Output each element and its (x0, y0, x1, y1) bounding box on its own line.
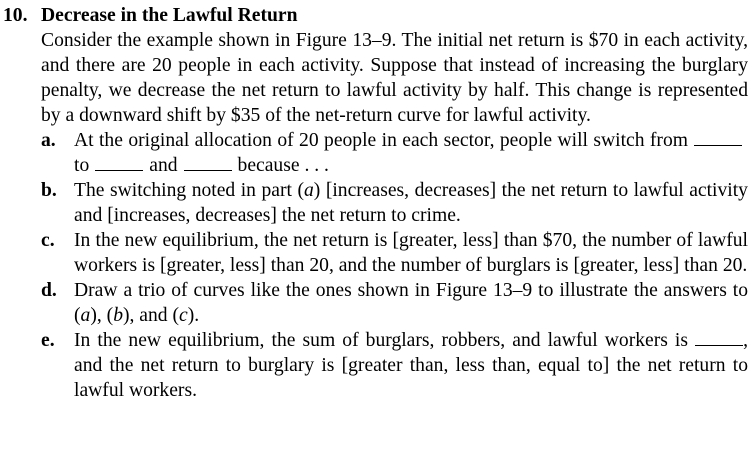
answer-blank-sum[interactable] (695, 328, 743, 346)
part-b-letter: b. (41, 180, 57, 201)
problem-title: Decrease in the Lawful Return (41, 5, 298, 26)
part-e-post: , and the net return to burglary is [greater than, less than, equal to] the net return to lawful workers. (74, 330, 748, 401)
answer-blank-from[interactable] (694, 128, 742, 146)
part-e (41, 328, 748, 403)
part-b-text (74, 178, 748, 228)
part-d-ref-c: c (179, 305, 188, 326)
problem-heading (3, 3, 748, 28)
problem-intro: Consider the example shown in Figure 13–9. The initial net return is $70 in each activity, and there are 20 people in each activity. Suppose that instead of increasing the burglary penalty, we decrease the net return to lawful activity by half. This change is represented by a downward shift by $35 of the net-return curve for lawful activity. (41, 30, 748, 126)
part-a-to-word: to (74, 155, 90, 176)
part-d-text (74, 278, 748, 328)
part-c-text: In the new equilibrium, the net return is [greater, less] than $70, the number of lawful workers is [greater, less] than 20, and the number of burglars is [greater, less] than 20. (74, 230, 748, 276)
part-b-ref: a (304, 180, 314, 201)
part-d-post: ). (187, 305, 200, 326)
parts-list (41, 128, 748, 403)
part-d-ref-a: a (80, 305, 91, 326)
part-a-prompt: At the original allocation of 20 people in each sector, people will switch from (74, 130, 688, 151)
part-b (41, 178, 748, 228)
part-b-post: ) [increases, decreases] the net return to lawful activity and [increases, decreases] the net return to crime. (74, 180, 748, 226)
part-c-letter: c. (41, 230, 55, 251)
part-d-mid2: ), and ( (122, 305, 180, 326)
part-d-mid1: ), ( (90, 305, 114, 326)
part-a-because: because . . . (237, 155, 329, 176)
part-d (41, 278, 748, 328)
part-d-pre: Draw a trio of curves like the ones shown in Figure 13–9 to illustrate the answers to ( (74, 280, 748, 326)
answer-blank-to[interactable] (95, 153, 143, 171)
part-e-text (74, 328, 748, 403)
part-d-letter: d. (41, 280, 57, 301)
part-d-ref-b: b (113, 305, 123, 326)
part-e-letter: e. (41, 330, 55, 351)
part-a-letter: a. (41, 130, 56, 151)
part-a-text (74, 128, 748, 178)
part-b-pre: The switching noted in part ( (74, 180, 304, 201)
part-c (41, 228, 748, 278)
part-a-and-word: and (149, 155, 178, 176)
problem-number: 10. (3, 5, 28, 26)
part-a (41, 128, 748, 178)
answer-blank-and[interactable] (184, 153, 232, 171)
part-e-pre: In the new equilibrium, the sum of burglars, robbers, and lawful workers is (74, 330, 689, 351)
